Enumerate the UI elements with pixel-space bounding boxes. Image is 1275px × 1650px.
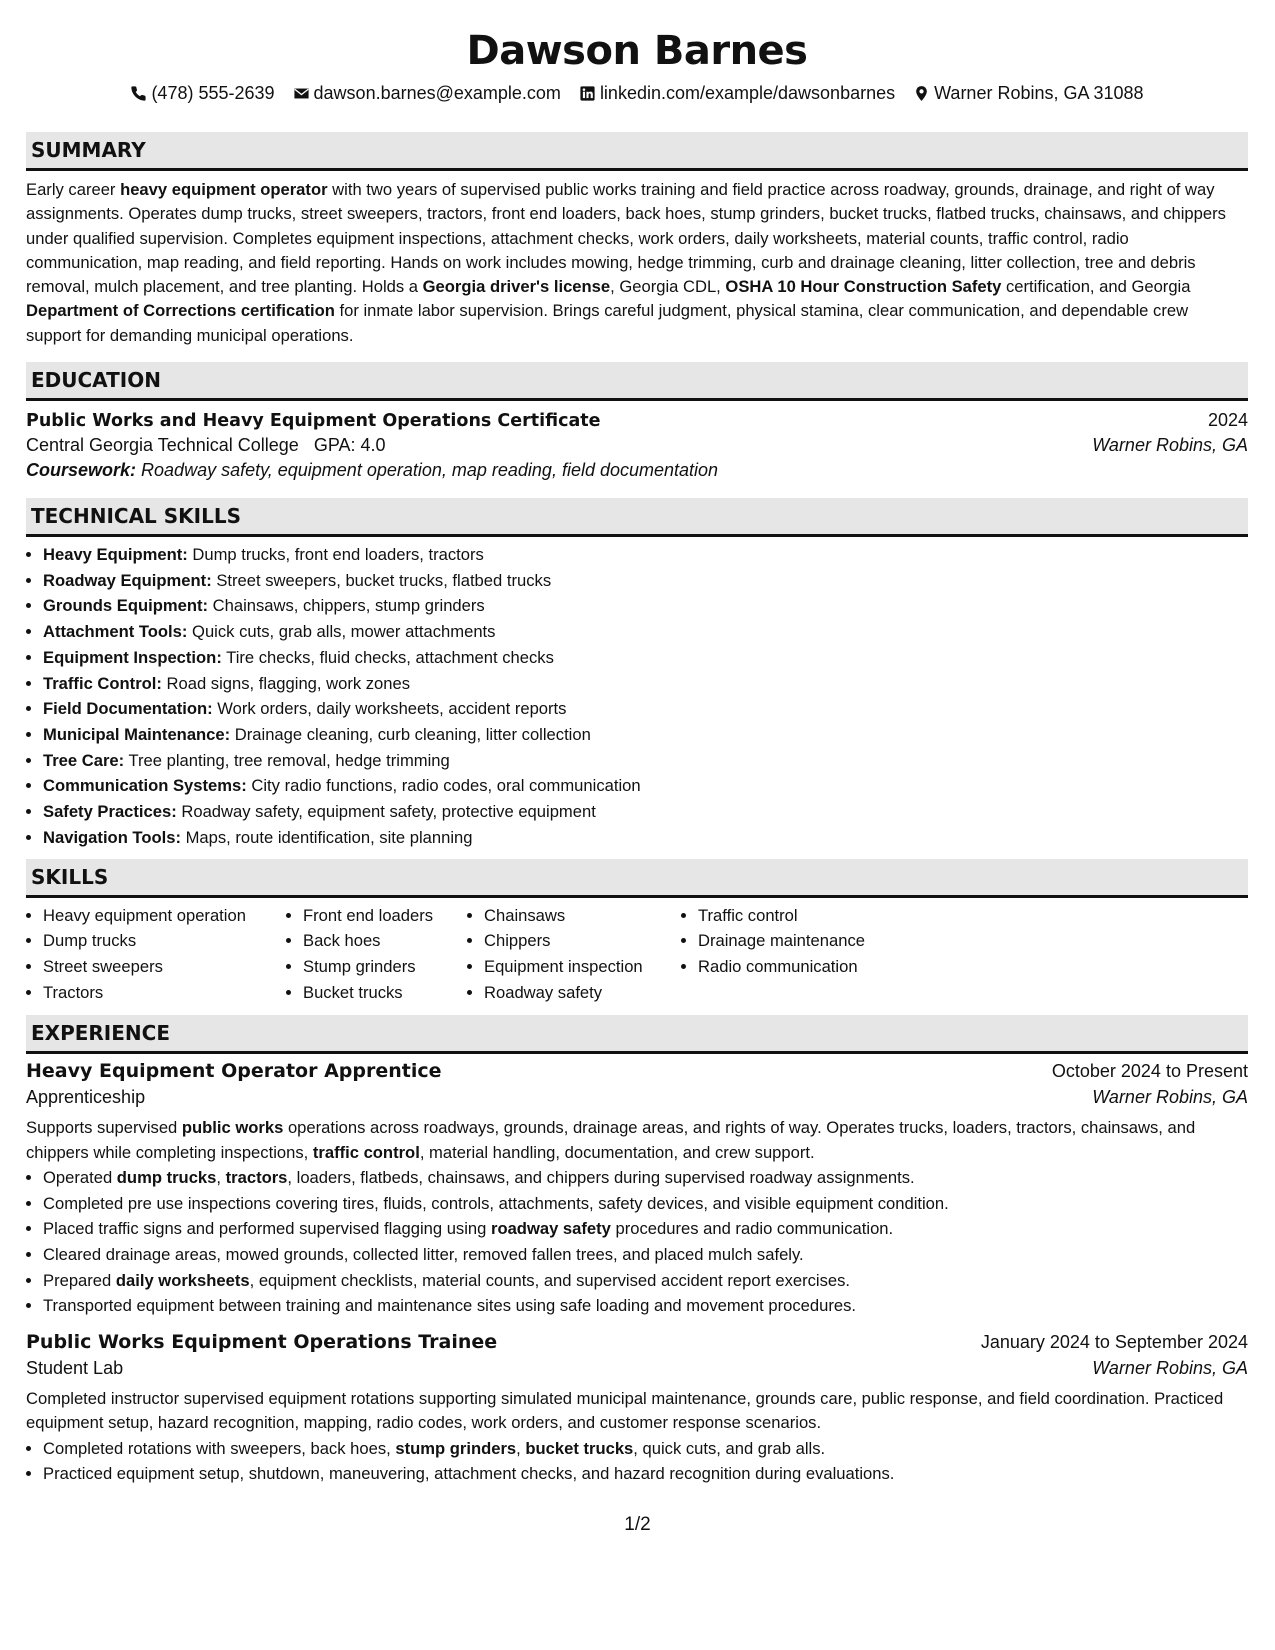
candidate-name: Dawson Barnes [466, 28, 808, 74]
technical-skill-item [43, 645, 1248, 671]
technical-skill-item [43, 696, 1248, 722]
highlight: roadway safety [490, 1219, 611, 1239]
summary-highlight: OSHA 10 Hour Construction Safety [725, 277, 1002, 297]
coursework-label: Coursework: [26, 460, 137, 481]
summary-heading: SUMMARY [26, 132, 1248, 171]
job-location: Warner Robins, GA [1092, 1358, 1248, 1379]
job-subheader [26, 1087, 1248, 1108]
skill-item: • Street sweepers [43, 954, 286, 980]
technical-skill-label: Navigation Tools: [43, 827, 181, 847]
technical-skill-text: City radio functions, radio codes, oral communication [246, 776, 641, 796]
technical-skills-list [26, 542, 1248, 850]
technical-skill-label: Municipal Maintenance: [43, 725, 231, 744]
technical-skill-item [43, 748, 1248, 774]
highlight: traffic control [312, 1142, 420, 1162]
technical-skill-text: Drainage cleaning, curb cleaning, litter collection [230, 725, 591, 744]
technical-skill-text: Dump trucks, front end loaders, tractors [187, 545, 484, 565]
text-part: , quick cuts, and grab alls. [633, 1438, 826, 1458]
text-part: Completed instructor supervised equipment rotations supporting simulated municipal maintenance, grounds care, public response, and field coordination. Practiced equipment setup, hazard recognition, mapping, radio codes, work orders, and customer response scenarios. [26, 1389, 1224, 1433]
job-bullet [43, 1165, 1248, 1191]
phone-text: (478) 555-2639 [151, 82, 275, 103]
map-pin-icon [913, 85, 930, 102]
skill-item: • Drainage maintenance [698, 928, 901, 954]
summary-highlight: Department of Corrections certification [26, 301, 335, 321]
skills-column [681, 903, 901, 1006]
skill-item: • Stump grinders [303, 954, 467, 980]
degree-title: Public Works and Heavy Equipment Operations Certificate [26, 411, 601, 432]
gpa: GPA: 4.0 [313, 435, 386, 456]
text-part: Cleared drainage areas, mowed grounds, collected litter, removed fallen trees, and placed mulch safely. [43, 1245, 804, 1265]
technical-skill-text: Chainsaws, chippers, stump grinders [208, 596, 485, 616]
job-org: Student Lab [26, 1358, 124, 1379]
technical-skill-label: Communication Systems: [43, 776, 247, 796]
summary-highlight: Georgia driver's license [422, 277, 611, 297]
text-part: Completed rotations with sweepers, back hoes, [43, 1438, 396, 1458]
technical-skill-item [43, 671, 1248, 697]
text-part: , material handling, documentation, and crew support. [419, 1142, 815, 1162]
text-part: operations across roadways, grounds, drainage areas, and rights of way. Operates trucks, loaders, tractors, chainsaws, and chippers while completing inspections, [26, 1118, 1196, 1162]
skill-item: • Chippers [484, 928, 681, 954]
job-header [26, 1331, 1248, 1353]
school-name: Central Georgia Technical College [26, 435, 299, 456]
job-subheader [26, 1358, 1248, 1379]
experience-list [26, 1060, 1248, 1487]
job-title: Public Works Equipment Operations Trainee [26, 1331, 498, 1354]
highlight: dump trucks [116, 1167, 217, 1187]
skill-item: • Traffic control [698, 903, 901, 929]
skill-item: • Equipment inspection [484, 954, 681, 980]
text-part: Prepared [43, 1270, 116, 1290]
job-bullet [43, 1268, 1248, 1294]
technical-skill-text: Road signs, flagging, work zones [161, 673, 411, 693]
summary-highlight: heavy equipment operator [120, 180, 328, 199]
technical-skill-label: Field Documentation: [43, 699, 213, 719]
skill-item: • Heavy equipment operation [43, 903, 286, 929]
job-bullet [43, 1436, 1248, 1462]
job-location: Warner Robins, GA [1092, 1087, 1248, 1108]
technical-skill-label: Attachment Tools: [43, 622, 188, 642]
skills-column [467, 903, 681, 1006]
email-text[interactable]: dawson.barnes@example.com [313, 82, 561, 103]
skill-item: • Bucket trucks [303, 980, 467, 1006]
technical-skill-text: Tire checks, fluid checks, attachment checks [221, 647, 554, 667]
envelope-icon [293, 85, 310, 102]
school-line [26, 435, 386, 456]
job-bullet [43, 1191, 1248, 1217]
skills-column [286, 903, 467, 1006]
skills-grid [26, 903, 1248, 1006]
technical-skill-item [43, 722, 1248, 748]
skill-item: • Radio communication [698, 954, 901, 980]
job-entry [26, 1060, 1248, 1319]
text-part: procedures and radio communication. [610, 1219, 894, 1239]
skill-item: • Tractors [43, 980, 286, 1006]
text-part: , [516, 1438, 526, 1458]
job-description [26, 1387, 1248, 1436]
job-dates: January 2024 to September 2024 [980, 1332, 1248, 1353]
text-part: Completed pre use inspections covering tires, fluids, controls, attachments, safety devices, and visible equipment condition. [43, 1193, 949, 1213]
technical-skill-item [43, 825, 1248, 851]
technical-skill-text: Roadway safety, equipment safety, protective equipment [176, 802, 596, 822]
experience-heading: EXPERIENCE [26, 1015, 1248, 1054]
skill-item: • Chainsaws [484, 903, 681, 929]
text-part: Supports supervised [26, 1118, 182, 1138]
page-number: 1/2 [624, 1514, 651, 1535]
job-bullets [26, 1165, 1248, 1319]
highlight: daily worksheets [115, 1270, 250, 1290]
technical-skill-text: Work orders, daily worksheets, accident reports [212, 699, 567, 719]
technical-skill-item [43, 619, 1248, 645]
technical-skill-text: Street sweepers, bucket trucks, flatbed trucks [211, 570, 552, 590]
text-part: Placed traffic signs and performed supervised flagging using [43, 1219, 491, 1239]
summary-part: for inmate labor supervision. Brings careful judgment, physical stamina, clear communication, and dependable crew support for demanding municipal operations. [26, 301, 1189, 345]
technical-skill-text: Tree planting, tree removal, hedge trimming [124, 750, 450, 770]
highlight: tractors [225, 1167, 288, 1187]
summary-part: Early career [26, 180, 121, 199]
technical-skill-item [43, 593, 1248, 619]
highlight: bucket trucks [525, 1438, 634, 1458]
job-dates: October 2024 to Present [1051, 1061, 1248, 1082]
school-location: Warner Robins, GA [1092, 435, 1248, 456]
phone-icon [130, 85, 147, 102]
technical-skill-label: Grounds Equipment: [43, 596, 209, 616]
technical-skill-item [43, 799, 1248, 825]
technical-skill-label: Tree Care: [43, 750, 125, 770]
job-bullet [43, 1242, 1248, 1268]
linkedin-icon [579, 85, 596, 102]
text-part: Transported equipment between training and maintenance sites using safe loading and movement procedures. [43, 1296, 856, 1316]
education-heading: EDUCATION [26, 362, 1248, 401]
education-row-1 [26, 410, 1248, 431]
job-header [26, 1060, 1248, 1082]
contact-email[interactable] [293, 83, 561, 104]
job-bullet [43, 1461, 1248, 1487]
contact-location [913, 83, 1143, 104]
technical-skill-label: Roadway Equipment: [43, 570, 212, 590]
skill-item: • Back hoes [303, 928, 467, 954]
text-part: , [216, 1167, 226, 1187]
degree-year: 2024 [1207, 410, 1248, 431]
job-bullet [43, 1216, 1248, 1242]
summary-part: with two years of supervised public works training and field practice across roadway, grounds, drainage, and right of way assignments. Operates dump trucks, street sweepers, tractors, front end loaders, back hoes, stump grinders, bucket trucks, flatbed trucks, chainsaws, and chippers under qualified supervision. Completes equipment inspections, attachment checks, work orders, daily worksheets, material counts, traffic control, radio communication, map reading, and field reporting. Hands on work includes mowing, hedge trimming, curb and drainage cleaning, litter collection, tree and debris removal, mulch placement, and tree planting. Holds a [26, 180, 1226, 297]
skills-heading: SKILLS [26, 859, 1248, 898]
technical-skill-item [43, 773, 1248, 799]
technical-skill-label: Heavy Equipment: [43, 545, 188, 565]
text-part: Operated [43, 1167, 117, 1187]
coursework [26, 460, 1248, 481]
technical-skill-label: Safety Practices: [43, 802, 177, 822]
technical-skill-item [43, 568, 1248, 594]
job-entry [26, 1331, 1248, 1487]
location-text: Warner Robins, GA 31088 [934, 82, 1144, 103]
job-bullets [26, 1436, 1248, 1487]
technical-skill-label: Equipment Inspection: [43, 647, 222, 667]
technical-skill-item [43, 542, 1248, 568]
technical-skill-label: Traffic Control: [43, 673, 162, 693]
skill-item: • Roadway safety [484, 980, 681, 1006]
contact-phone [130, 83, 274, 104]
job-org: Apprenticeship [26, 1087, 146, 1108]
job-title: Heavy Equipment Operator Apprentice [26, 1060, 442, 1083]
technical-skills-heading: TECHNICAL SKILLS [26, 498, 1248, 537]
technical-skill-text: Quick cuts, grab alls, mower attachments [187, 622, 496, 642]
education-row-2 [26, 435, 1248, 456]
technical-skill-text: Maps, route identification, site planning [180, 827, 473, 847]
job-description [26, 1116, 1248, 1165]
resume-page [26, 0, 1248, 1487]
job-bullet [43, 1293, 1248, 1319]
coursework-text: Roadway safety, equipment operation, map reading, field documentation [136, 460, 719, 481]
summary-text [26, 178, 1248, 348]
text-part: Practiced equipment setup, shutdown, maneuvering, attachment checks, and hazard recognition during evaluations. [43, 1464, 895, 1484]
highlight: public works [181, 1118, 284, 1138]
contact-bar [26, 80, 1248, 106]
contact-linkedin[interactable] [579, 83, 895, 104]
skill-item: • Dump trucks [43, 928, 286, 954]
summary-part: certification, and Georgia [1001, 277, 1191, 297]
summary-part: , Georgia CDL, [610, 277, 726, 297]
skill-item: • Front end loaders [303, 903, 467, 929]
linkedin-text[interactable]: linkedin.com/example/dawsonbarnes [599, 82, 896, 103]
skills-column [26, 903, 286, 1006]
text-part: , equipment checklists, material counts, and supervised accident report exercises. [249, 1270, 851, 1290]
highlight: stump grinders [395, 1438, 517, 1458]
text-part: , loaders, flatbeds, chainsaws, and chippers during supervised roadway assignments. [287, 1167, 915, 1187]
